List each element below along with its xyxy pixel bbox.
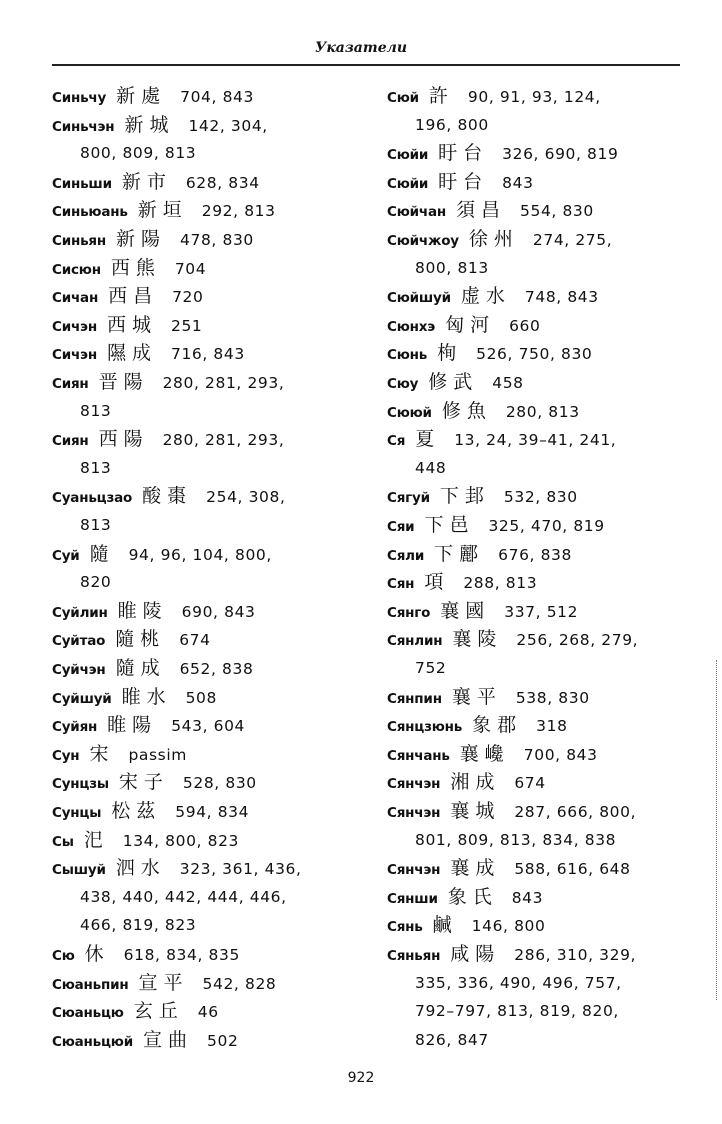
entry-first-line [387, 797, 636, 826]
index-entry [52, 540, 272, 597]
index-entry [52, 82, 254, 111]
entry-pages: 543, 604 [171, 717, 246, 736]
index-entry [387, 225, 612, 282]
entry-first-line [52, 740, 187, 769]
entry-first-line [52, 82, 254, 111]
page-number: 922 [347, 1070, 375, 1086]
entry-name: Сюй [387, 90, 419, 106]
entry-hanzi: 玄丘 [133, 1000, 184, 1023]
entry-name: Сюаньцю [52, 1005, 124, 1022]
entry-continuation-line [52, 883, 302, 912]
entry-hanzi: 匈河 [445, 313, 496, 336]
entry-pages: 13, 24, 39–41, 241, [454, 431, 617, 450]
entry-pages: 813 [80, 458, 112, 477]
entry-pages: 704, 843 [180, 88, 254, 106]
entry-hanzi: 象郡 [472, 714, 523, 737]
entry-first-line [387, 82, 601, 111]
entry-hanzi: 修武 [428, 371, 479, 393]
entry-hanzi: 西城 [106, 313, 157, 336]
index-entry [387, 711, 568, 740]
entry-first-line [52, 826, 239, 855]
entry-first-line [387, 339, 592, 368]
entry-name: Ся [387, 433, 406, 450]
entry-name: Сянши [387, 890, 438, 907]
entry-first-line [387, 168, 534, 197]
entry-pages: 280, 281, 293, [162, 431, 285, 450]
entry-pages: 538, 830 [515, 688, 590, 707]
entry-first-line [387, 940, 636, 969]
entry-name: Суй [52, 547, 80, 564]
entry-continuation-line [387, 997, 636, 1026]
entry-pages: 843 [511, 888, 544, 907]
entry-pages: 438, 440, 442, 444, 446, [80, 887, 287, 906]
entry-pages: 326, 690, 819 [502, 145, 619, 164]
entry-pages: 676, 838 [498, 545, 572, 564]
entry-first-line [387, 740, 598, 769]
entry-hanzi: 鹹 [432, 914, 458, 937]
entry-continuation-line [52, 397, 284, 426]
entry-name: Сян [387, 576, 415, 593]
entry-first-line [52, 711, 245, 740]
entry-pages: 752 [415, 658, 447, 677]
entry-pages: 337, 512 [504, 602, 579, 621]
entry-hanzi: 宣平 [138, 971, 189, 994]
entry-first-line [52, 482, 286, 511]
entry-hanzi: 晋陽 [98, 371, 149, 393]
entry-hanzi: 隨桃 [115, 628, 166, 651]
entry-pages: 286, 310, 329, [514, 946, 637, 964]
entry-first-line [387, 511, 605, 540]
entry-hanzi: 襄成 [450, 857, 501, 880]
index-entry [52, 482, 286, 539]
entry-pages: 542, 828 [202, 974, 277, 993]
index-entry [387, 82, 601, 139]
running-header: Указатели [314, 40, 408, 56]
entry-first-line [387, 540, 572, 569]
entry-pages: 704 [174, 259, 207, 278]
entry-first-line [387, 711, 568, 740]
index-entry [387, 797, 636, 854]
index-entry [52, 1026, 238, 1055]
entry-pages: 720 [172, 288, 204, 307]
entry-name: Сиян [52, 433, 89, 450]
index-entry [52, 940, 240, 969]
entry-pages: 292, 813 [201, 202, 276, 221]
entry-pages: 528, 830 [182, 774, 257, 793]
entry-name: Сягуй [387, 490, 430, 507]
entry-pages: 251 [170, 316, 203, 335]
entry-name: Сиян [52, 376, 89, 392]
entry-first-line [387, 854, 631, 883]
entry-pages: 813 [80, 401, 112, 420]
entry-hanzi: 夏 [415, 428, 441, 451]
entry-first-line [52, 225, 254, 254]
entry-name: Сышуй [52, 862, 106, 879]
entry-name: Сяли [387, 547, 425, 564]
entry-pages: 502 [207, 1031, 239, 1050]
entry-first-line [387, 597, 578, 626]
entry-name: Сяньян [387, 948, 441, 964]
entry-first-line [387, 311, 540, 340]
entry-first-line [52, 768, 257, 797]
entry-pages: 274, 275, [532, 231, 613, 249]
entry-first-line [52, 854, 302, 883]
index-entry [387, 625, 638, 682]
entry-hanzi: 汜 [83, 828, 109, 851]
entry-hanzi: 新市 [121, 170, 172, 193]
entry-first-line [52, 540, 272, 569]
entry-name: Сянь [387, 919, 423, 936]
entry-continuation-line [52, 454, 284, 483]
entry-hanzi: 隨成 [115, 657, 166, 679]
entry-hanzi: 下邽 [439, 485, 490, 508]
entry-first-line [52, 425, 284, 454]
entry-name: Сюнь [387, 347, 428, 364]
index-entry [387, 911, 545, 940]
entry-hanzi: 修魚 [441, 399, 492, 422]
entry-hanzi: 下邑 [424, 514, 475, 536]
entry-name: Сун [52, 747, 80, 764]
entry-first-line [387, 883, 543, 912]
entry-name: Сюйшуй [387, 290, 451, 307]
index-entry [387, 368, 524, 397]
entry-name: Суйшуй [52, 690, 112, 707]
entry-first-line [52, 311, 202, 340]
entry-pages: 46 [197, 1003, 219, 1022]
entry-name: Синьши [52, 175, 112, 192]
entry-pages: 554, 830 [520, 202, 594, 221]
entry-hanzi: 項 [424, 571, 450, 594]
entry-pages: 618, 834, 835 [123, 946, 240, 964]
entry-pages: 325, 470, 819 [488, 517, 605, 535]
entry-first-line [52, 625, 211, 654]
entry-pages: 287, 666, 800, [514, 803, 637, 821]
entry-pages: 652, 838 [179, 660, 254, 678]
entry-hanzi: 襄平 [451, 685, 502, 708]
entry-hanzi: 徐州 [468, 228, 519, 250]
entry-first-line [52, 683, 217, 712]
entry-hanzi: 下酈 [434, 542, 485, 565]
entry-hanzi: 栒 [437, 342, 463, 365]
index-entry [52, 368, 284, 425]
entry-hanzi: 西昌 [108, 285, 159, 308]
entry-first-line [387, 482, 578, 511]
entry-pages: 800, 813 [415, 258, 489, 277]
entry-name: Сююй [387, 404, 432, 421]
index-entry [387, 311, 540, 340]
entry-hanzi: 咸陽 [450, 943, 501, 965]
entry-name: Сюнхэ [387, 318, 436, 335]
entry-name: Сюйчан [387, 204, 446, 221]
entry-hanzi: 酸棗 [142, 485, 193, 508]
entry-hanzi: 宣曲 [143, 1028, 194, 1051]
entry-first-line [387, 397, 580, 426]
entry-hanzi: 新城 [124, 113, 175, 136]
entry-continuation-line [387, 254, 612, 283]
entry-pages: 800, 809, 813 [80, 144, 197, 163]
index-entry [387, 768, 546, 797]
index-entry [52, 282, 203, 311]
index-entry [387, 425, 616, 482]
index-entry [387, 482, 578, 511]
entry-pages: 323, 361, 436, [179, 860, 302, 879]
index-entry [387, 883, 543, 912]
entry-first-line [52, 997, 219, 1026]
index-entry [387, 940, 636, 1054]
entry-first-line [52, 368, 284, 397]
entry-name: Суйян [52, 719, 98, 736]
entry-hanzi: 宋 [89, 742, 115, 765]
index-entry [52, 711, 245, 740]
entry-hanzi: 襄陵 [452, 628, 503, 651]
index-entry [52, 683, 217, 712]
entry-hanzi: 新陽 [116, 228, 167, 250]
entry-pages: 716, 843 [170, 345, 245, 364]
entry-name: Сюйи [387, 175, 429, 192]
entry-pages: 700, 843 [523, 745, 598, 764]
entry-continuation-line [387, 969, 636, 998]
entry-hanzi: 西陽 [98, 428, 149, 451]
entry-pages: 94, 96, 104, 800, [128, 545, 272, 564]
entry-pages: 792–797, 813, 819, 820, [415, 1002, 619, 1021]
entry-name: Суаньцзао [52, 490, 133, 507]
entry-hanzi: 襄國 [440, 599, 491, 622]
entry-first-line [52, 282, 203, 311]
entry-first-line [52, 111, 268, 140]
entry-pages: 690, 843 [181, 602, 256, 621]
entry-name: Сюу [387, 376, 419, 392]
page-edge-shadow [716, 660, 721, 1000]
index-entry [52, 997, 219, 1026]
entry-first-line [52, 597, 256, 626]
entry-first-line [52, 797, 249, 826]
entry-continuation-line [52, 511, 286, 540]
index-entry [52, 196, 276, 225]
entry-name: Синьюань [52, 204, 128, 221]
entry-name: Сичэн [52, 347, 97, 364]
index-entry [52, 225, 254, 254]
header-rule [52, 64, 680, 66]
entry-name: Сюаньцюй [52, 1033, 133, 1050]
index-entry [52, 854, 302, 940]
index-entry [387, 397, 580, 426]
entry-name: Сянго [387, 604, 431, 621]
entry-pages: 526, 750, 830 [476, 345, 593, 364]
entry-pages: 826, 847 [415, 1030, 489, 1049]
entry-pages: 843 [502, 173, 534, 192]
entry-name: Сичан [52, 290, 99, 307]
entry-pages: 134, 800, 823 [122, 831, 239, 850]
entry-hanzi: 湘成 [450, 771, 501, 794]
index-entry [387, 139, 618, 168]
entry-first-line [387, 368, 524, 397]
entry-hanzi: 虚水 [460, 285, 511, 308]
entry-first-line [387, 282, 599, 311]
entry-pages: 820 [80, 573, 112, 592]
entry-name: Синьян [52, 233, 107, 249]
entry-name: Сю [52, 948, 75, 964]
entry-pages: 466, 819, 823 [80, 916, 197, 935]
entry-name: Сисюн [52, 261, 101, 278]
index-entry [52, 425, 284, 482]
index-entry [387, 511, 605, 540]
entry-first-line [387, 568, 537, 597]
index-entry [52, 339, 245, 368]
entry-continuation-line [387, 826, 636, 855]
entry-name: Сунцы [52, 805, 102, 821]
entry-first-line [387, 768, 546, 797]
entry-hanzi: 宋子 [118, 771, 169, 794]
entry-name: Сянчэн [387, 862, 441, 879]
entry-hanzi: 隨 [89, 542, 115, 565]
entry-continuation-line [52, 911, 302, 940]
index-entry [387, 740, 598, 769]
entry-pages: 335, 336, 490, 496, 757, [415, 973, 622, 992]
entry-first-line [387, 139, 618, 168]
entry-pages: 813 [80, 515, 112, 534]
entry-first-line [387, 225, 612, 254]
entry-first-line [52, 969, 276, 998]
entry-continuation-line [387, 111, 601, 140]
index-entry [52, 625, 211, 654]
entry-first-line [52, 168, 260, 197]
entry-pages: 280, 813 [505, 402, 580, 421]
entry-first-line [387, 625, 638, 654]
index-entry [387, 568, 537, 597]
entry-hanzi: 松茲 [111, 800, 162, 822]
entry-name: Сунцзы [52, 776, 109, 793]
index-entry [52, 797, 249, 826]
entry-first-line [387, 683, 590, 712]
entry-continuation-line [52, 139, 268, 168]
entry-first-line [52, 254, 206, 283]
entry-name: Сянлин [387, 633, 443, 650]
index-entry [52, 597, 256, 626]
entry-pages: 748, 843 [524, 288, 599, 307]
entry-pages: 196, 800 [415, 115, 489, 134]
entry-pages: passim [128, 745, 187, 764]
entry-pages: 801, 809, 813, 834, 838 [415, 830, 617, 849]
entry-name: Суйлин [52, 604, 108, 621]
index-entry [52, 768, 257, 797]
entry-name: Сянчань [387, 747, 450, 764]
index-entry [52, 111, 268, 168]
entry-first-line [387, 196, 594, 225]
entry-hanzi: 盱台 [438, 170, 489, 193]
entry-pages: 90, 91, 93, 124, [467, 88, 601, 106]
index-entry [52, 826, 239, 855]
entry-hanzi: 睢陽 [107, 714, 158, 737]
entry-first-line [52, 1026, 238, 1055]
index-entry [52, 254, 206, 283]
index-entry [387, 683, 590, 712]
entry-first-line [387, 911, 545, 940]
index-entry [387, 196, 594, 225]
entry-name: Синьчу [52, 90, 107, 106]
entry-pages: 594, 834 [175, 803, 250, 821]
entry-hanzi: 休 [84, 943, 110, 965]
entry-name: Сюйи [387, 147, 429, 164]
entry-name: Сянчэн [387, 776, 441, 793]
index-entry [387, 854, 631, 883]
entry-pages: 674 [514, 774, 546, 793]
entry-continuation-line [387, 654, 638, 683]
entry-first-line [52, 339, 245, 368]
index-entry [387, 597, 578, 626]
entry-name: Сяи [387, 519, 415, 535]
entry-continuation-line [52, 568, 272, 597]
index-entry [52, 740, 187, 769]
entry-name: Сы [52, 833, 74, 850]
entry-name: Суйтао [52, 633, 106, 650]
entry-hanzi: 許 [428, 85, 454, 107]
entry-hanzi: 泗水 [115, 857, 166, 880]
entry-pages: 660 [509, 316, 541, 335]
entry-pages: 588, 616, 648 [514, 860, 631, 879]
entry-pages: 478, 830 [180, 231, 254, 249]
entry-pages: 458 [492, 374, 524, 392]
entry-name: Сичэн [52, 318, 97, 335]
index-entry [52, 311, 202, 340]
entry-pages: 532, 830 [503, 488, 578, 507]
entry-pages: 288, 813 [463, 574, 538, 593]
index-entry [387, 168, 534, 197]
entry-hanzi: 盱台 [438, 142, 489, 165]
entry-first-line [52, 940, 240, 969]
entry-first-line [387, 425, 616, 454]
entry-hanzi: 須昌 [456, 199, 507, 222]
entry-hanzi: 襄城 [450, 800, 501, 822]
entry-pages: 142, 304, [188, 116, 268, 135]
entry-continuation-line [387, 1026, 636, 1055]
entry-hanzi: 新處 [116, 85, 167, 107]
entry-pages: 448 [415, 458, 447, 477]
entry-hanzi: 新垣 [137, 199, 188, 222]
entry-pages: 628, 834 [185, 173, 260, 192]
entry-pages: 146, 800 [471, 917, 546, 936]
entry-name: Сюйчжоу [387, 233, 459, 249]
entry-name: Сянцзюнь [387, 719, 463, 736]
entry-name: Сянпин [387, 690, 442, 707]
index-entry [52, 969, 276, 998]
index-entry [387, 282, 599, 311]
entry-hanzi: 隰成 [106, 342, 157, 365]
entry-hanzi: 睢陵 [117, 599, 168, 622]
entry-hanzi: 睢水 [121, 685, 172, 708]
entry-pages: 318 [536, 717, 568, 736]
entry-pages: 254, 308, [206, 488, 286, 507]
entry-hanzi: 象氏 [447, 885, 498, 908]
entry-name: Сюаньпин [52, 976, 129, 993]
entry-name: Сянчэн [387, 805, 441, 821]
index-entry [52, 168, 260, 197]
entry-hanzi: 襄巉 [459, 742, 510, 765]
entry-first-line [52, 196, 276, 225]
entry-continuation-line [387, 454, 616, 483]
entry-pages: 280, 281, 293, [162, 374, 285, 392]
entry-name: Синьчэн [52, 118, 115, 135]
entry-hanzi: 西熊 [110, 256, 161, 279]
index-entry [52, 654, 253, 683]
index-entry [387, 540, 572, 569]
entry-pages: 674 [179, 631, 211, 650]
index-entry [387, 339, 592, 368]
entry-first-line [52, 654, 253, 683]
entry-name: Суйчэн [52, 662, 106, 678]
entry-pages: 508 [185, 688, 217, 707]
entry-pages: 256, 268, 279, [516, 631, 639, 650]
